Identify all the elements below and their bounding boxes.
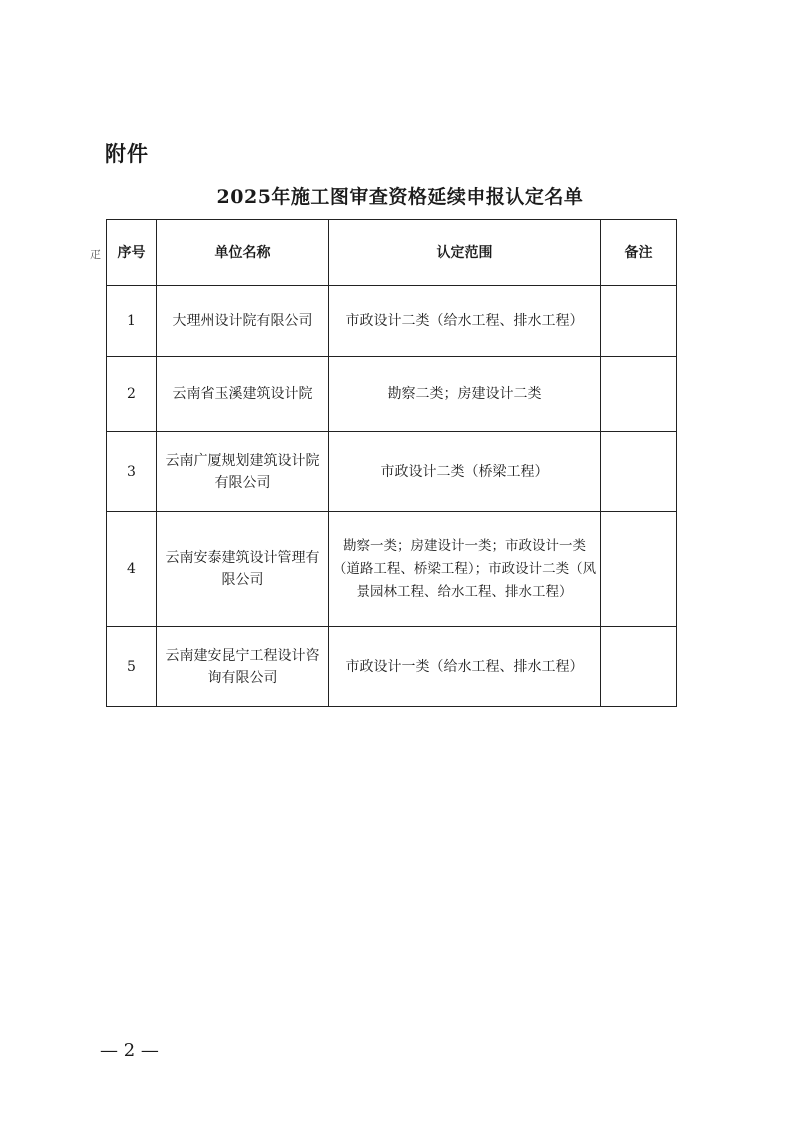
row-scope: 市政设计一类（给水工程、排水工程） xyxy=(329,627,601,707)
row-serial-number: 4 xyxy=(107,512,157,627)
margin-mark: 疋 xyxy=(90,248,101,261)
table-row xyxy=(107,627,677,707)
table-row xyxy=(107,357,677,432)
table-header-row xyxy=(107,220,677,286)
row-unit-name: 大理州设计院有限公司 xyxy=(157,286,329,357)
recognition-table xyxy=(106,219,677,707)
header-serial-number: 序号 xyxy=(107,220,157,286)
row-serial-number: 5 xyxy=(107,627,157,707)
attachment-label: 附件 xyxy=(105,142,149,166)
header-unit-name: 单位名称 xyxy=(157,220,329,286)
row-note xyxy=(601,512,677,627)
row-scope: 市政设计二类（桥梁工程） xyxy=(329,432,601,512)
row-scope: 勘察一类；房建设计一类；市政设计一类（道路工程、桥梁工程）；市政设计二类（风景园林工程、给水工程、排水工程） xyxy=(329,512,601,627)
table-row xyxy=(107,432,677,512)
page-number: — 2 — xyxy=(100,1040,159,1061)
row-note xyxy=(601,432,677,512)
row-serial-number: 1 xyxy=(107,286,157,357)
row-scope: 勘察二类；房建设计二类 xyxy=(329,357,601,432)
header-scope: 认定范围 xyxy=(329,220,601,286)
row-scope: 市政设计二类（给水工程、排水工程） xyxy=(329,286,601,357)
row-serial-number: 2 xyxy=(107,357,157,432)
row-serial-number: 3 xyxy=(107,432,157,512)
row-note xyxy=(601,357,677,432)
row-note xyxy=(601,286,677,357)
row-unit-name: 云南省玉溪建筑设计院 xyxy=(157,357,329,432)
table-row xyxy=(107,286,677,357)
row-unit-name: 云南建安昆宁工程设计咨询有限公司 xyxy=(157,627,329,707)
row-note xyxy=(601,627,677,707)
table-row xyxy=(107,512,677,627)
header-note: 备注 xyxy=(601,220,677,286)
row-unit-name: 云南安泰建筑设计管理有限公司 xyxy=(157,512,329,627)
row-unit-name: 云南广厦规划建筑设计院有限公司 xyxy=(157,432,329,512)
document-title: 2025年施工图审查资格延续申报认定名单 xyxy=(216,186,584,208)
